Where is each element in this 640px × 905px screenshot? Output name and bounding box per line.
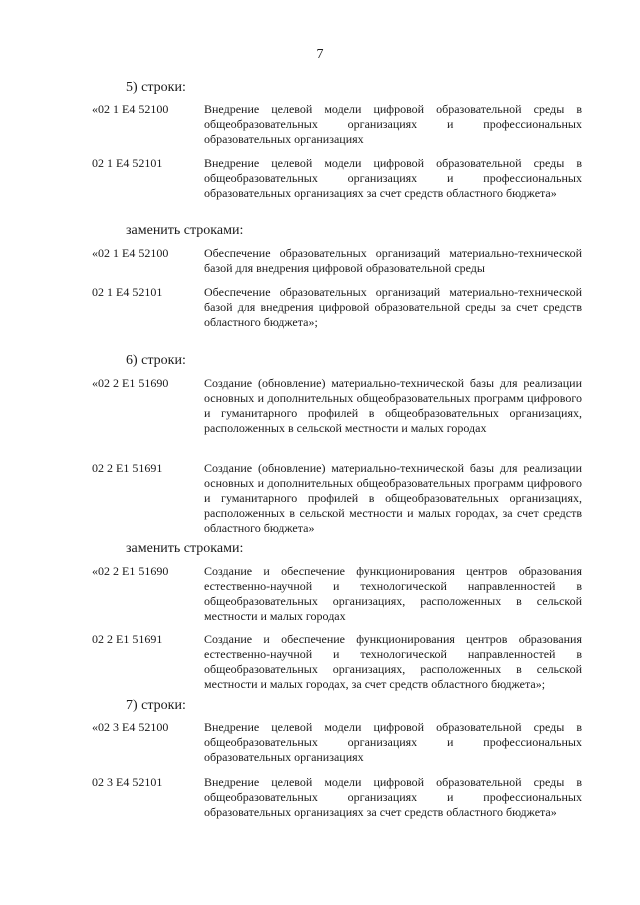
budget-code: 02 2 Е1 51691 xyxy=(92,461,163,475)
budget-code: 02 1 Е4 52101 xyxy=(92,285,163,299)
row-description: Создание и обеспечение функционирования центров образования естественно-научной и технологической направленностей в общеобразовательных организациях, расположенных в сельской местности и малых городах, за счет средств областного бюджета»; xyxy=(204,632,582,691)
row-description: Внедрение целевой модели цифровой образовательной среды в общеобразовательных организациях и профессиональных образовательных организациях xyxy=(204,720,582,764)
table-row xyxy=(92,102,582,147)
table-row xyxy=(92,285,582,330)
table-row xyxy=(92,632,582,692)
row-description: Создание (обновление) материально-технической базы для реализации основных и дополнительных общеобразовательных программ цифрового и гуманитарного профилей в общеобразовательных организациях, расположенных в сельской местности и малых городах, за счет средств областного бюджета» xyxy=(204,461,582,535)
row-description: Внедрение целевой модели цифровой образовательной среды в общеобразовательных организациях и профессиональных образовательных организациях xyxy=(204,102,582,146)
row-description: Создание (обновление) материально-технической базы для реализации основных и дополнительных общеобразовательных программ цифрового и гуманитарного профилей в общеобразовательных организациях, расположенных в сельской местности и малых городах xyxy=(204,376,582,435)
table-row xyxy=(92,156,582,201)
page-number: 7 xyxy=(316,47,324,62)
budget-code: 02 2 Е1 51691 xyxy=(92,632,163,646)
section-heading: 5) строки: xyxy=(126,80,186,95)
replace-heading: заменить строками: xyxy=(126,541,244,556)
section-heading: 6) строки: xyxy=(126,353,186,368)
budget-code: «02 1 Е4 52100 xyxy=(92,102,169,116)
budget-code: «02 2 Е1 51690 xyxy=(92,376,169,390)
table-row xyxy=(92,246,582,276)
table-row xyxy=(92,720,582,765)
row-description: Обеспечение образовательных организаций материально-технической базой для внедрения цифровой образовательной среды xyxy=(204,246,582,275)
table-row xyxy=(92,564,582,624)
budget-code: «02 2 Е1 51690 xyxy=(92,564,169,578)
budget-code: «02 1 Е4 52100 xyxy=(92,246,169,260)
budget-code: «02 3 Е4 52100 xyxy=(92,720,169,734)
row-description: Внедрение целевой модели цифровой образовательной среды в общеобразовательных организациях и профессиональных образовательных организациях за счет средств областного бюджета» xyxy=(204,775,582,819)
table-row xyxy=(92,376,582,436)
table-row xyxy=(92,461,582,536)
row-description: Внедрение целевой модели цифровой образовательной среды в общеобразовательных организациях и профессиональных образовательных организациях за счет средств областного бюджета» xyxy=(204,156,582,200)
row-description: Обеспечение образовательных организаций материально-технической базой для внедрения цифровой образовательной среды за счет средств областного бюджета»; xyxy=(204,285,582,329)
table-row xyxy=(92,775,582,820)
section-heading: 7) строки: xyxy=(126,698,186,713)
row-description: Создание и обеспечение функционирования центров образования естественно-научной и технологической направленностей в общеобразовательных организациях, расположенных в сельской местности и малых городах xyxy=(204,564,582,623)
budget-code: 02 3 Е4 52101 xyxy=(92,775,163,789)
budget-code: 02 1 Е4 52101 xyxy=(92,156,163,170)
replace-heading: заменить строками: xyxy=(126,223,244,238)
